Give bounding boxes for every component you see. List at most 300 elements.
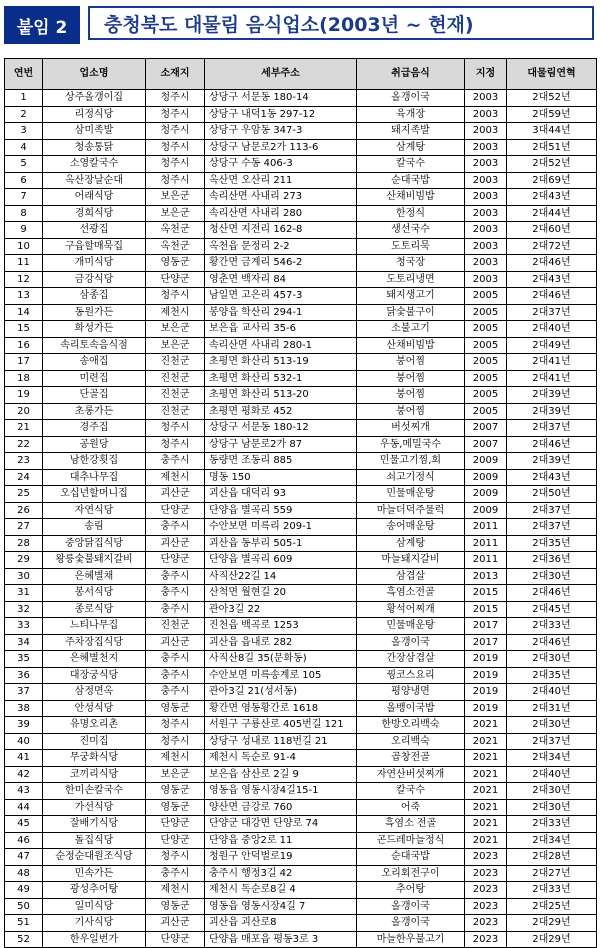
cell-year: 2003 xyxy=(465,139,507,156)
cell-history: 2대25년 xyxy=(507,898,597,915)
cell-location: 진천군 xyxy=(146,370,205,387)
cell-no: 42 xyxy=(5,766,43,783)
cell-food: 올뱅이국밥 xyxy=(357,700,465,717)
cell-history: 2대34년 xyxy=(507,832,597,849)
cell-history: 2대69년 xyxy=(507,172,597,189)
cell-name: 잘배기식당 xyxy=(43,816,146,833)
cell-no: 29 xyxy=(5,552,43,569)
cell-year: 2019 xyxy=(465,684,507,701)
cell-no: 24 xyxy=(5,469,43,486)
cell-food: 칼국수 xyxy=(357,783,465,800)
table-row xyxy=(5,552,597,569)
cell-name: 삼종집 xyxy=(43,288,146,305)
table-row xyxy=(5,205,597,222)
cell-address: 영춘면 백자리 84 xyxy=(205,271,357,288)
cell-year: 2021 xyxy=(465,832,507,849)
table-row xyxy=(5,816,597,833)
cell-no: 4 xyxy=(5,139,43,156)
cell-address: 서원구 구룡산로 405번길 121 xyxy=(205,717,357,734)
cell-location: 단양군 xyxy=(146,931,205,948)
cell-name: 옥산장날순대 xyxy=(43,172,146,189)
cell-history: 2대36년 xyxy=(507,552,597,569)
cell-location: 영동군 xyxy=(146,799,205,816)
cell-food: 우동,메밀국수 xyxy=(357,436,465,453)
cell-food: 붕어찜 xyxy=(357,403,465,420)
cell-no: 15 xyxy=(5,321,43,338)
table-row xyxy=(5,156,597,173)
cell-food: 흑염소 전골 xyxy=(357,816,465,833)
cell-location: 청주시 xyxy=(146,420,205,437)
table-row xyxy=(5,90,597,107)
cell-history: 2대30년 xyxy=(507,799,597,816)
cell-address: 수안보면 미륵송계로 105 xyxy=(205,667,357,684)
cell-history: 2대33년 xyxy=(507,816,597,833)
restaurant-table xyxy=(4,58,597,948)
cell-no: 30 xyxy=(5,568,43,585)
table-row xyxy=(5,271,597,288)
cell-address: 초평면 평화로 452 xyxy=(205,403,357,420)
cell-location: 괴산군 xyxy=(146,915,205,932)
cell-address: 상당구 성내로 118번길 21 xyxy=(205,733,357,750)
cell-no: 3 xyxy=(5,123,43,140)
cell-address: 충주시 행정3길 42 xyxy=(205,865,357,882)
cell-food: 올갱이국 xyxy=(357,915,465,932)
cell-name: 공원당 xyxy=(43,436,146,453)
cell-location: 영동군 xyxy=(146,255,205,272)
cell-name: 송애집 xyxy=(43,354,146,371)
cell-food: 돼지생고기 xyxy=(357,288,465,305)
cell-address: 제천시 독순로8길 4 xyxy=(205,882,357,899)
cell-address: 동량면 조동리 885 xyxy=(205,453,357,470)
cell-address: 괴산읍 괴산로8 xyxy=(205,915,357,932)
cell-no: 34 xyxy=(5,634,43,651)
cell-year: 2005 xyxy=(465,354,507,371)
cell-year: 2003 xyxy=(465,106,507,123)
table-row xyxy=(5,453,597,470)
cell-name: 금강식당 xyxy=(43,271,146,288)
cell-address: 진천읍 백곡로 1253 xyxy=(205,618,357,635)
cell-location: 충주시 xyxy=(146,684,205,701)
table-row xyxy=(5,255,597,272)
cell-no: 11 xyxy=(5,255,43,272)
cell-address: 사직산22길 14 xyxy=(205,568,357,585)
cell-no: 28 xyxy=(5,535,43,552)
cell-food: 흑염소전골 xyxy=(357,585,465,602)
cell-address: 청산면 지전리 162-8 xyxy=(205,222,357,239)
cell-no: 52 xyxy=(5,931,43,948)
cell-address: 남일면 고은리 457-3 xyxy=(205,288,357,305)
cell-location: 단양군 xyxy=(146,552,205,569)
table-row xyxy=(5,123,597,140)
cell-year: 2021 xyxy=(465,733,507,750)
cell-food: 송어매운탕 xyxy=(357,519,465,536)
cell-history: 2대30년 xyxy=(507,783,597,800)
cell-no: 21 xyxy=(5,420,43,437)
cell-year: 2005 xyxy=(465,288,507,305)
cell-name: 남한강횟집 xyxy=(43,453,146,470)
cell-name: 삼미족발 xyxy=(43,123,146,140)
cell-year: 2023 xyxy=(465,849,507,866)
cell-no: 44 xyxy=(5,799,43,816)
cell-location: 단양군 xyxy=(146,816,205,833)
cell-food: 마늘한우불고기 xyxy=(357,931,465,948)
cell-history: 2대40년 xyxy=(507,684,597,701)
cell-location: 제천시 xyxy=(146,882,205,899)
cell-no: 5 xyxy=(5,156,43,173)
cell-history: 2대29년 xyxy=(507,915,597,932)
cell-location: 충주시 xyxy=(146,651,205,668)
cell-location: 옥천군 xyxy=(146,222,205,239)
cell-food: 도토리묵 xyxy=(357,238,465,255)
cell-address: 단양읍 별곡리 609 xyxy=(205,552,357,569)
col-header-year: 지정 xyxy=(465,59,507,90)
cell-no: 49 xyxy=(5,882,43,899)
cell-address: 괴산읍 대덕리 93 xyxy=(205,486,357,503)
cell-location: 청주시 xyxy=(146,123,205,140)
cell-year: 2023 xyxy=(465,915,507,932)
cell-year: 2021 xyxy=(465,799,507,816)
cell-name: 삼정면옥 xyxy=(43,684,146,701)
cell-history: 2대45년 xyxy=(507,601,597,618)
cell-location: 영동군 xyxy=(146,783,205,800)
cell-no: 38 xyxy=(5,700,43,717)
cell-address: 보은읍 교사리 35-6 xyxy=(205,321,357,338)
cell-food: 닭숯불구이 xyxy=(357,304,465,321)
cell-location: 영동군 xyxy=(146,700,205,717)
cell-location: 진천군 xyxy=(146,403,205,420)
cell-name: 중앙닭집식당 xyxy=(43,535,146,552)
cell-food: 한정식 xyxy=(357,205,465,222)
cell-location: 충주시 xyxy=(146,667,205,684)
cell-no: 20 xyxy=(5,403,43,420)
cell-location: 보은군 xyxy=(146,189,205,206)
cell-year: 2003 xyxy=(465,222,507,239)
cell-year: 2023 xyxy=(465,898,507,915)
cell-year: 2021 xyxy=(465,750,507,767)
table-row xyxy=(5,106,597,123)
cell-name: 초롱가든 xyxy=(43,403,146,420)
cell-location: 영동군 xyxy=(146,898,205,915)
cell-address: 제천시 독순로 91-4 xyxy=(205,750,357,767)
cell-name: 어래식당 xyxy=(43,189,146,206)
table-row xyxy=(5,172,597,189)
cell-name: 느티나무집 xyxy=(43,618,146,635)
cell-food: 도토리냉면 xyxy=(357,271,465,288)
cell-address: 상당구 남문로2가 113-6 xyxy=(205,139,357,156)
cell-food: 어죽 xyxy=(357,799,465,816)
cell-location: 진천군 xyxy=(146,618,205,635)
cell-location: 괴산군 xyxy=(146,535,205,552)
cell-year: 2003 xyxy=(465,156,507,173)
cell-food: 붕어찜 xyxy=(357,354,465,371)
cell-name: 상주올갱이집 xyxy=(43,90,146,107)
table-row xyxy=(5,717,597,734)
cell-food: 자연산버섯찌개 xyxy=(357,766,465,783)
table-row xyxy=(5,486,597,503)
cell-name: 안성식당 xyxy=(43,700,146,717)
cell-year: 2011 xyxy=(465,519,507,536)
cell-address: 괴산읍 동부리 505-1 xyxy=(205,535,357,552)
table-row xyxy=(5,222,597,239)
cell-no: 26 xyxy=(5,502,43,519)
cell-year: 2003 xyxy=(465,90,507,107)
cell-food: 추어탕 xyxy=(357,882,465,899)
table-row xyxy=(5,618,597,635)
col-header-no: 연번 xyxy=(5,59,43,90)
cell-history: 3대44년 xyxy=(507,123,597,140)
cell-address: 괴산읍 읍내로 282 xyxy=(205,634,357,651)
cell-address: 속리산면 사내리 280-1 xyxy=(205,337,357,354)
table-row xyxy=(5,882,597,899)
cell-location: 보은군 xyxy=(146,321,205,338)
cell-name: 왕릉숯불돼지갈비 xyxy=(43,552,146,569)
page-title: 충청북도 대물림 음식업소(2003년 ~ 현재) xyxy=(88,6,594,40)
cell-history: 2대29년 xyxy=(507,931,597,948)
cell-location: 충주시 xyxy=(146,865,205,882)
cell-food: 삼계탕 xyxy=(357,535,465,552)
cell-year: 2021 xyxy=(465,816,507,833)
cell-history: 2대33년 xyxy=(507,882,597,899)
cell-address: 상당구 우암동 347-3 xyxy=(205,123,357,140)
table-row xyxy=(5,865,597,882)
cell-location: 괴산군 xyxy=(146,634,205,651)
cell-history: 2대30년 xyxy=(507,651,597,668)
cell-year: 2015 xyxy=(465,601,507,618)
cell-no: 43 xyxy=(5,783,43,800)
cell-name: 경희식당 xyxy=(43,205,146,222)
cell-no: 37 xyxy=(5,684,43,701)
table-row xyxy=(5,420,597,437)
cell-name: 소영칼국수 xyxy=(43,156,146,173)
col-header-location: 소재지 xyxy=(146,59,205,90)
cell-year: 2019 xyxy=(465,651,507,668)
cell-food: 버섯찌개 xyxy=(357,420,465,437)
cell-location: 제천시 xyxy=(146,750,205,767)
cell-history: 2대46년 xyxy=(507,436,597,453)
cell-no: 1 xyxy=(5,90,43,107)
cell-no: 2 xyxy=(5,106,43,123)
cell-address: 단양읍 별곡리 559 xyxy=(205,502,357,519)
cell-year: 2003 xyxy=(465,172,507,189)
table-row xyxy=(5,667,597,684)
cell-name: 기사식당 xyxy=(43,915,146,932)
cell-no: 46 xyxy=(5,832,43,849)
cell-no: 33 xyxy=(5,618,43,635)
cell-name: 일미식당 xyxy=(43,898,146,915)
cell-location: 청주시 xyxy=(146,106,205,123)
cell-address: 양산면 금강로 760 xyxy=(205,799,357,816)
cell-name: 무궁화식당 xyxy=(43,750,146,767)
cell-history: 2대43년 xyxy=(507,469,597,486)
cell-food: 민물고기찜,회 xyxy=(357,453,465,470)
cell-year: 2021 xyxy=(465,766,507,783)
col-header-history: 대물림연혁 xyxy=(507,59,597,90)
cell-no: 35 xyxy=(5,651,43,668)
cell-name: 대장궁식당 xyxy=(43,667,146,684)
cell-location: 청주시 xyxy=(146,172,205,189)
cell-year: 2021 xyxy=(465,717,507,734)
table-row xyxy=(5,585,597,602)
cell-name: 오십년할머니집 xyxy=(43,486,146,503)
cell-location: 단양군 xyxy=(146,832,205,849)
cell-no: 50 xyxy=(5,898,43,915)
table-row xyxy=(5,436,597,453)
cell-location: 충주시 xyxy=(146,519,205,536)
cell-address: 속리산면 사내리 280 xyxy=(205,205,357,222)
cell-year: 2003 xyxy=(465,255,507,272)
cell-year: 2003 xyxy=(465,123,507,140)
cell-history: 2대41년 xyxy=(507,354,597,371)
cell-no: 25 xyxy=(5,486,43,503)
cell-address: 산척면 월현길 20 xyxy=(205,585,357,602)
cell-address: 청원구 안덕벌로19 xyxy=(205,849,357,866)
cell-name: 민속가든 xyxy=(43,865,146,882)
cell-year: 2011 xyxy=(465,552,507,569)
cell-no: 45 xyxy=(5,816,43,833)
cell-year: 2009 xyxy=(465,502,507,519)
cell-history: 2대43년 xyxy=(507,271,597,288)
cell-food: 황석어찌개 xyxy=(357,601,465,618)
cell-name: 종로식당 xyxy=(43,601,146,618)
cell-food: 돼지족발 xyxy=(357,123,465,140)
cell-name: 속리토속음식점 xyxy=(43,337,146,354)
cell-address: 초평면 화산리 532-1 xyxy=(205,370,357,387)
cell-food: 산채비빔밥 xyxy=(357,189,465,206)
cell-year: 2009 xyxy=(465,453,507,470)
cell-address: 관아3길 21(성서동) xyxy=(205,684,357,701)
cell-history: 2대72년 xyxy=(507,238,597,255)
cell-location: 제천시 xyxy=(146,469,205,486)
cell-name: 은혜별천지 xyxy=(43,651,146,668)
cell-address: 단양읍 중앙2로 11 xyxy=(205,832,357,849)
table-row xyxy=(5,403,597,420)
cell-no: 12 xyxy=(5,271,43,288)
cell-location: 단양군 xyxy=(146,502,205,519)
cell-location: 제천시 xyxy=(146,304,205,321)
cell-history: 2대51년 xyxy=(507,139,597,156)
cell-year: 2017 xyxy=(465,618,507,635)
table-row xyxy=(5,502,597,519)
cell-location: 충주시 xyxy=(146,585,205,602)
table-row xyxy=(5,288,597,305)
cell-no: 16 xyxy=(5,337,43,354)
table-row xyxy=(5,915,597,932)
table-row xyxy=(5,750,597,767)
cell-address: 봉양읍 학산리 294-1 xyxy=(205,304,357,321)
cell-name: 한미손칼국수 xyxy=(43,783,146,800)
cell-history: 2대46년 xyxy=(507,288,597,305)
cell-food: 칼국수 xyxy=(357,156,465,173)
cell-location: 청주시 xyxy=(146,156,205,173)
cell-no: 19 xyxy=(5,387,43,404)
cell-year: 2005 xyxy=(465,321,507,338)
cell-no: 47 xyxy=(5,849,43,866)
cell-year: 2003 xyxy=(465,238,507,255)
cell-no: 39 xyxy=(5,717,43,734)
cell-food: 평양냉면 xyxy=(357,684,465,701)
table-row xyxy=(5,700,597,717)
cell-year: 2003 xyxy=(465,205,507,222)
cell-year: 2009 xyxy=(465,469,507,486)
cell-year: 2005 xyxy=(465,387,507,404)
cell-history: 2대28년 xyxy=(507,849,597,866)
cell-history: 2대46년 xyxy=(507,585,597,602)
cell-history: 2대52년 xyxy=(507,156,597,173)
cell-name: 은혜별채 xyxy=(43,568,146,585)
cell-history: 2대37년 xyxy=(507,420,597,437)
cell-name: 돌집식당 xyxy=(43,832,146,849)
cell-address: 단양군 대강면 단양로 74 xyxy=(205,816,357,833)
cell-no: 23 xyxy=(5,453,43,470)
cell-food: 오리회전구이 xyxy=(357,865,465,882)
table-row xyxy=(5,238,597,255)
cell-location: 괴산군 xyxy=(146,486,205,503)
cell-history: 2대46년 xyxy=(507,634,597,651)
cell-name: 청송통닭 xyxy=(43,139,146,156)
cell-history: 2대40년 xyxy=(507,321,597,338)
cell-history: 2대37년 xyxy=(507,304,597,321)
cell-address: 황간면 금계리 546-2 xyxy=(205,255,357,272)
cell-year: 2009 xyxy=(465,486,507,503)
cell-food: 곱창전골 xyxy=(357,750,465,767)
cell-location: 보은군 xyxy=(146,766,205,783)
cell-no: 8 xyxy=(5,205,43,222)
cell-food: 오리백숙 xyxy=(357,733,465,750)
cell-location: 충주시 xyxy=(146,453,205,470)
cell-history: 2대41년 xyxy=(507,370,597,387)
cell-year: 2007 xyxy=(465,436,507,453)
cell-no: 41 xyxy=(5,750,43,767)
cell-no: 13 xyxy=(5,288,43,305)
cell-history: 2대27년 xyxy=(507,865,597,882)
cell-food: 민물매운탕 xyxy=(357,486,465,503)
cell-address: 초평면 화산리 513-20 xyxy=(205,387,357,404)
cell-year: 2003 xyxy=(465,271,507,288)
cell-location: 충주시 xyxy=(146,601,205,618)
cell-no: 31 xyxy=(5,585,43,602)
cell-year: 2007 xyxy=(465,420,507,437)
cell-name: 진미집 xyxy=(43,733,146,750)
cell-year: 2017 xyxy=(465,634,507,651)
cell-history: 2대35년 xyxy=(507,535,597,552)
table-row xyxy=(5,931,597,948)
table-row xyxy=(5,601,597,618)
cell-name: 동원가든 xyxy=(43,304,146,321)
cell-address: 사직산8길 35(문화동) xyxy=(205,651,357,668)
cell-name: 구읍할매묵집 xyxy=(43,238,146,255)
cell-history: 2대33년 xyxy=(507,618,597,635)
cell-address: 옥천읍 문정리 2-2 xyxy=(205,238,357,255)
table-row xyxy=(5,849,597,866)
cell-food: 곤드레마늘정식 xyxy=(357,832,465,849)
table-row xyxy=(5,568,597,585)
cell-history: 2대40년 xyxy=(507,766,597,783)
cell-location: 청주시 xyxy=(146,90,205,107)
cell-name: 개미식당 xyxy=(43,255,146,272)
cell-history: 2대49년 xyxy=(507,337,597,354)
cell-history: 2대43년 xyxy=(507,189,597,206)
cell-food: 쇠고기정식 xyxy=(357,469,465,486)
cell-name: 단골집 xyxy=(43,387,146,404)
cell-food: 순대국밥 xyxy=(357,849,465,866)
col-header-address: 세부주소 xyxy=(205,59,357,90)
cell-name: 광성추어탕 xyxy=(43,882,146,899)
cell-name: 순정순대원조식당 xyxy=(43,849,146,866)
cell-name: 경주집 xyxy=(43,420,146,437)
cell-history: 2대39년 xyxy=(507,387,597,404)
cell-food: 마늘돼지갈비 xyxy=(357,552,465,569)
cell-location: 진천군 xyxy=(146,354,205,371)
